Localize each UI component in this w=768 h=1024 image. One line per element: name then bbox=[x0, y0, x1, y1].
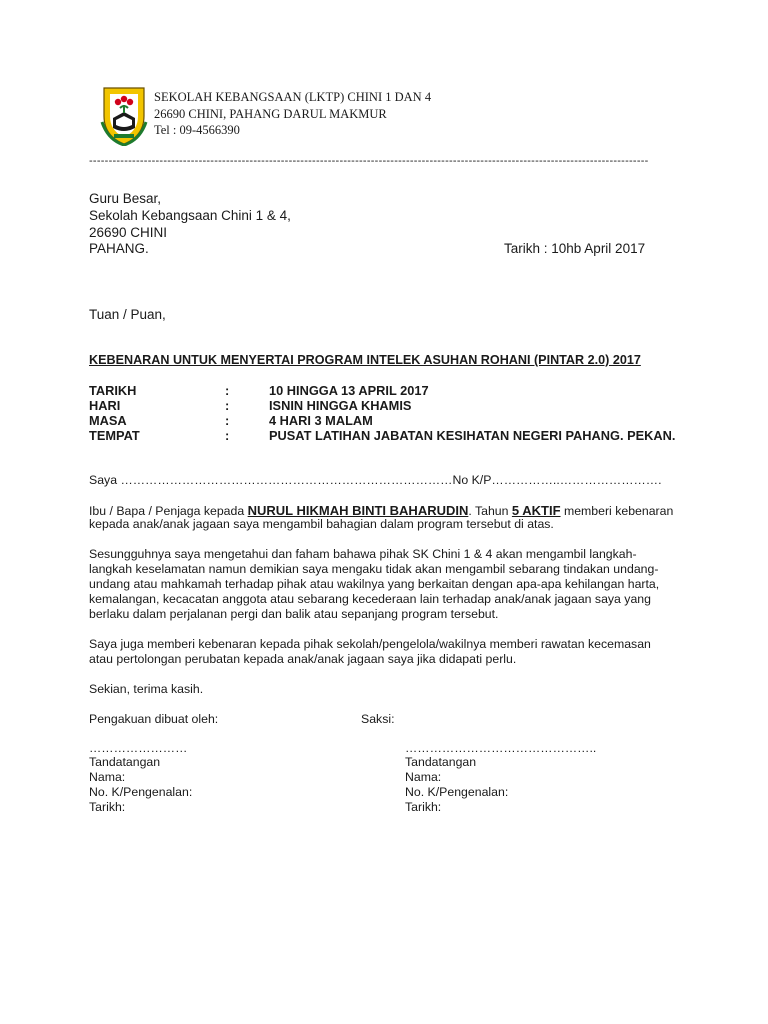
student-name: NURUL HIKMAH BINTI BAHARUDIN bbox=[247, 503, 469, 518]
paragraph-1-line: undang atau mahkamah terhadap pihak atau wakilnya yang berkaitan dengan apa-apa kehilangan harta, bbox=[89, 577, 660, 591]
detail-label: TARIKH bbox=[89, 383, 137, 398]
detail-separator: : bbox=[225, 383, 230, 398]
header-divider: ----------------------------------------------------------------------------------------------------------------------------------------------- bbox=[89, 155, 649, 167]
school-name: SEKOLAH KEBANGSAAN (LKTP) CHINI 1 DAN 4 bbox=[154, 90, 432, 104]
detail-separator: : bbox=[225, 428, 230, 443]
recipient-line-2: Sekolah Kebangsaan Chini 1 & 4, bbox=[89, 208, 291, 223]
witness-label: Saksi: bbox=[361, 712, 395, 726]
left-ic-label: No. K/Pengenalan: bbox=[89, 785, 193, 799]
detail-value: PUSAT LATIHAN JABATAN KESIHATAN NEGERI PAHANG. PEKAN. bbox=[269, 428, 676, 443]
paragraph-1-line: Sesungguhnya saya mengetahui dan faham bahawa pihak SK Chini 1 & 4 akan mengambil langkah- bbox=[89, 547, 637, 561]
letter-date: Tarikh : 10hb April 2017 bbox=[504, 241, 646, 256]
left-signature-dots: …………………… bbox=[89, 741, 188, 755]
right-name-label: Nama: bbox=[405, 770, 442, 784]
salutation: Tuan / Puan, bbox=[89, 307, 166, 322]
paragraph-1-line: berlaku dalam perjalanan pergi dan balik atau sepanjang program tersebut. bbox=[89, 607, 499, 621]
school-phone: Tel : 09-4566390 bbox=[154, 123, 240, 137]
closing: Sekian, terima kasih. bbox=[89, 682, 204, 696]
detail-separator: : bbox=[225, 398, 230, 413]
paragraph-1-line: kemalangan, kecacatan anggota atau sebarang kecederaan lain terhadap anak/anak jagaan saya yang bbox=[89, 592, 651, 606]
acknowledge-label: Pengakuan dibuat oleh: bbox=[89, 712, 219, 726]
left-name-label: Nama: bbox=[89, 770, 126, 784]
left-date-label: Tarikh: bbox=[89, 800, 126, 814]
detail-value: 4 HARI 3 MALAM bbox=[269, 413, 373, 428]
recipient-line-4: PAHANG. bbox=[89, 241, 149, 256]
paragraph-1-line: langkah keselamatan namun demikian saya mengaku tidak akan mengambil sebarang tindakan undang- bbox=[89, 562, 659, 576]
right-date-label: Tarikh: bbox=[405, 800, 442, 814]
detail-value: ISNIN HINGGA KHAMIS bbox=[269, 398, 412, 413]
student-class: 5 AKTIF bbox=[511, 503, 561, 518]
paragraph-2-line: Saya juga memberi kebenaran kepada pihak sekolah/pengelola/wakilnya memberi rawatan kecemasan bbox=[89, 637, 651, 651]
right-signature-label: Tandatangan bbox=[405, 755, 477, 769]
left-signature-label: Tandatangan bbox=[89, 755, 161, 769]
parent-suffix: memberi kebenaran bbox=[560, 504, 674, 518]
detail-separator: : bbox=[225, 413, 230, 428]
detail-label: HARI bbox=[89, 398, 121, 413]
recipient-line-1: Guru Besar, bbox=[89, 191, 162, 206]
paragraph-2-line: atau pertolongan perubatan kepada anak/anak jagaan saya jika didapati perlu. bbox=[89, 652, 517, 666]
detail-label: MASA bbox=[89, 413, 127, 428]
detail-label: TEMPAT bbox=[89, 428, 140, 443]
right-signature-dots: ……………………………………….. bbox=[405, 741, 597, 755]
letter-subject: KEBENARAN UNTUK MENYERTAI PROGRAM INTELEK ASUHAN ROHANI (PINTAR 2.0) 2017 bbox=[89, 353, 641, 367]
right-ic-label: No. K/Pengenalan: bbox=[405, 785, 509, 799]
school-address: 26690 CHINI, PAHANG DARUL MAKMUR bbox=[154, 107, 387, 121]
detail-value: 10 HINGGA 13 APRIL 2017 bbox=[269, 383, 429, 398]
parent-line-2: kepada anak/anak jagaan saya mengambil bahagian dalam program tersebut di atas. bbox=[89, 517, 554, 531]
parent-mid: . Tahun bbox=[468, 504, 512, 518]
school-crest-logo bbox=[96, 82, 152, 146]
saya-line: Saya ………………………………………………………………………No K/P……………..……………………. bbox=[89, 473, 662, 487]
recipient-line-3: 26690 CHINI bbox=[89, 225, 168, 240]
parent-prefix: Ibu / Bapa / Penjaga kepada bbox=[89, 504, 248, 518]
